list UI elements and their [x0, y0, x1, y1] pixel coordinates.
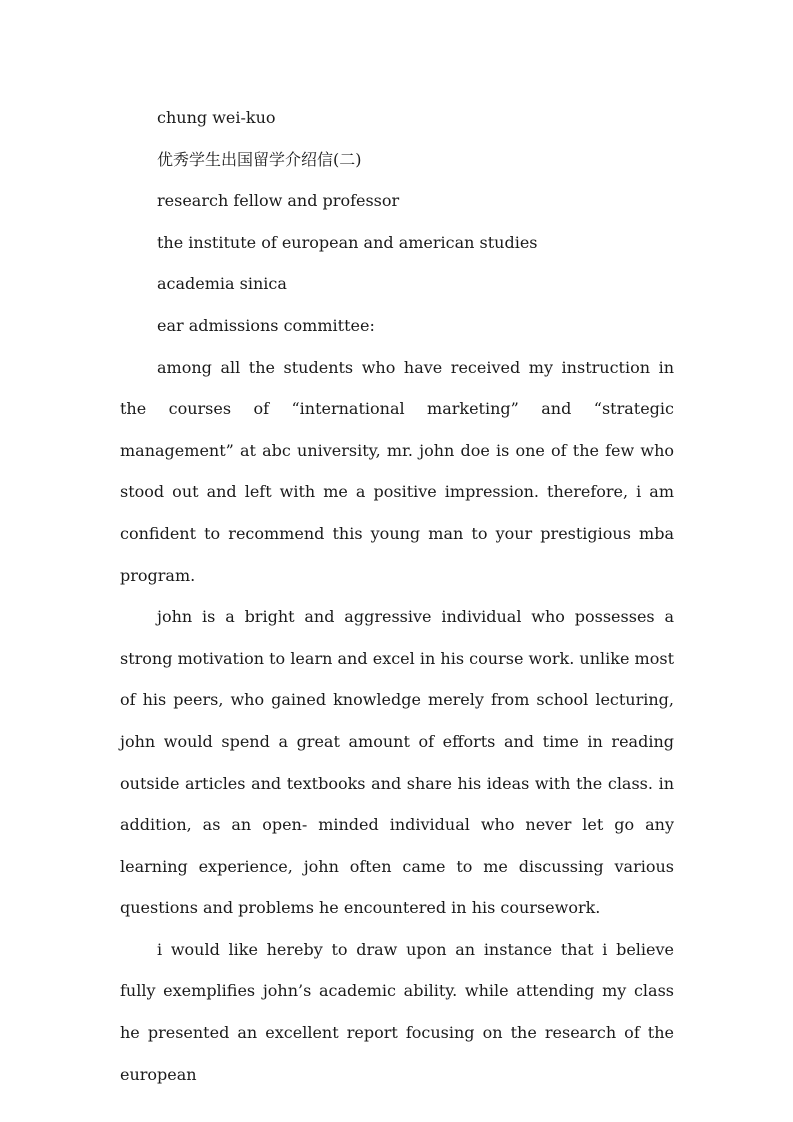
body-paragraph-3: i would like hereby to draw upon an instance that i believe fully exemplifies john’s academic ability. while attending my class he presented an excellent report focusing on the research of the european	[120, 939, 674, 1084]
signer-position: research fellow and professor	[157, 191, 400, 211]
body-paragraph-2: john is a bright and aggressive individual who possesses a strong motivation to learn and excel in his course work. unlike most of his peers, who gained knowledge merely from school lecturing, john would spend a great amount of efforts and time in reading outside articles and textbooks and share his ideas with the class. in addition, as an open- minded individual who never let go any learning experience, john often came to me discussing various questions and problems he encountered in his coursework.	[120, 607, 674, 918]
signer-organization: academia sinica	[157, 274, 287, 294]
signer-institute: the institute of european and american studies	[157, 232, 538, 252]
page-title: 优秀学生出国留学介绍信(二)	[157, 149, 362, 169]
signer-name: chung wei-kuo	[157, 108, 276, 127]
body-paragraph-1: among all the students who have received my instruction in the courses of “international marketing” and “strategic management” at abc university, mr. john doe is one of the few who stood out and left with me a positive impression. therefore, i am confident to recommend this young man to your prestigious mba program.	[120, 357, 674, 585]
letter-page	[120, 97, 674, 1095]
salutation: ear admissions committee:	[157, 315, 375, 335]
